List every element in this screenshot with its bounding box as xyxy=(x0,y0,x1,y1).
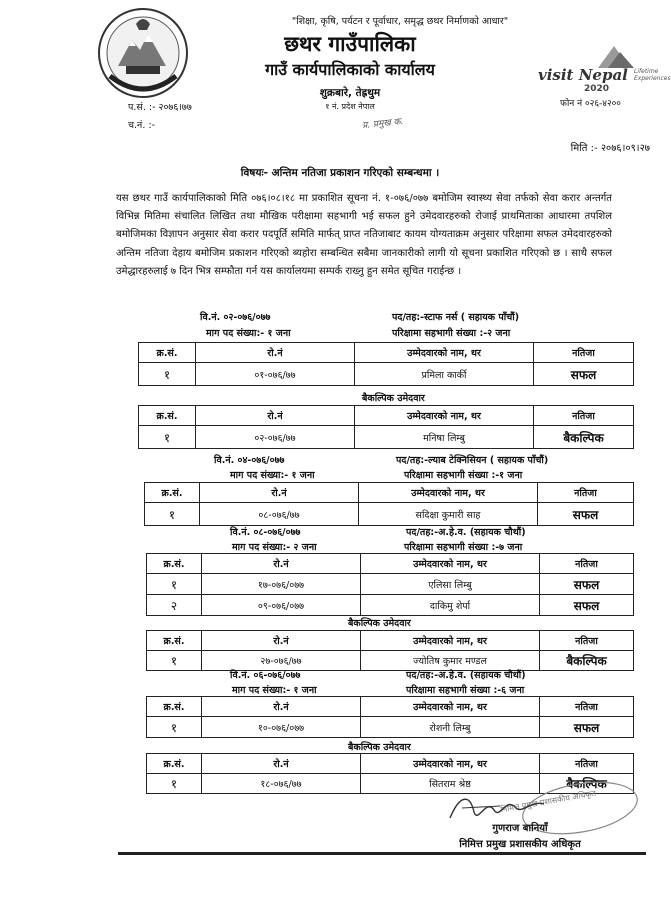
col-roll: रो.नं xyxy=(200,483,359,503)
visit-nepal-text: visit Nepal xyxy=(538,66,628,84)
row-sn: १ xyxy=(147,774,202,794)
table-header-row xyxy=(147,554,634,574)
group4-participants: परिक्षामा सहभागी संख्या :-६ जना xyxy=(406,685,525,696)
row-sn: १ xyxy=(147,574,202,595)
group4-demand: माग पद संख्या:- १ जना xyxy=(232,685,317,696)
group1-alternates-table xyxy=(138,405,634,449)
col-sn: क्र.सं. xyxy=(139,343,196,363)
dispatch-number: च.नं. :- xyxy=(128,120,155,131)
col-roll: रो.नं xyxy=(202,554,361,574)
table-row xyxy=(147,595,634,616)
row-roll: १७-०७६/०७७ xyxy=(202,574,361,595)
col-result: नतिजा xyxy=(540,554,634,574)
table-header-row xyxy=(139,343,634,363)
received-stamp xyxy=(362,110,442,136)
document-subject: विषयः- अन्तिम नतिजा प्रकाशन गरिएको सम्बन्धमा । xyxy=(240,167,440,179)
row-sn: १ xyxy=(147,717,202,738)
row-name: एलिसा लिम्बु xyxy=(361,574,540,595)
row-roll: ०२-०७६/७७ xyxy=(196,426,355,449)
col-result: नतिजा xyxy=(538,483,634,503)
group1-participants: परिक्षामा सहभागी संख्या :-२ जना xyxy=(392,328,511,339)
col-roll: रो.नं xyxy=(202,631,361,651)
visit-nepal-tagline: Lifetime Experiences xyxy=(634,68,671,82)
group1-alternate-label: बैकल्पिक उमेदवार xyxy=(362,393,425,404)
row-result: बैकल्पिक xyxy=(540,651,634,671)
received-stamp-text: प्र. प्रमुख क. xyxy=(361,116,404,132)
table-header-row xyxy=(147,697,634,717)
row-roll: १८-०७६/७७ xyxy=(202,774,361,794)
col-roll: रो.नं xyxy=(202,754,361,774)
row-roll: ०८-०७६/७७ xyxy=(200,503,359,526)
col-name: उम्मेदवारको नाम, थर xyxy=(361,697,540,717)
row-name: दाकिमु शेर्पा xyxy=(361,595,540,616)
group2-participants: परिक्षामा सहभागी संख्या :-१ जना xyxy=(404,470,523,481)
nepal-emblem-icon xyxy=(96,6,190,100)
reference-number: प.सं. :- २०७६।७७ xyxy=(128,102,192,113)
row-name: मनिषा लिम्बु xyxy=(355,426,534,449)
group2-demand: माग पद संख्या:- १ जना xyxy=(230,470,315,481)
col-result: नतिजा xyxy=(534,343,634,363)
office-subtitle: गाउँ कार्यपालिकाको कार्यालय xyxy=(265,60,435,79)
group3-adv-no: वि.नं. ०८-०७६/०७७ xyxy=(230,527,301,538)
row-sn: १ xyxy=(139,426,196,449)
table-header-row xyxy=(145,483,634,503)
table-row xyxy=(147,651,634,671)
group1-adv-no: वि.नं. ०२-०७६/०७७ xyxy=(200,312,271,323)
group4-post: पद/तह:-अ.हे.व. (सहायक चौथौं) xyxy=(406,670,526,681)
col-result: नतिजा xyxy=(540,697,634,717)
table-header-row xyxy=(139,406,634,426)
group3-alternates-table xyxy=(146,630,634,671)
group1-post: पद/तह:-स्टाफ नर्स ( सहायक पाँचौं) xyxy=(392,312,520,323)
signatory-title: निमित्त प्रमुख प्रशासकीय अधिकृत xyxy=(459,839,581,850)
group1-results-table xyxy=(138,342,634,386)
row-result: बैकल्पिक xyxy=(540,774,634,794)
group2-adv-no: वि.नं. ०४-०७६/०७७ xyxy=(214,455,285,466)
row-result: सफल xyxy=(540,595,634,616)
row-sn: २ xyxy=(147,595,202,616)
table-row xyxy=(147,574,634,595)
row-roll: ०९-०७६/०७७ xyxy=(202,595,361,616)
group4-alternate-label: बैकल्पिक उमेदवार xyxy=(348,742,411,753)
group1-demand: माग पद संख्या:- १ जना xyxy=(206,328,291,339)
group3-alternate-label: बैकल्पिक उमेदवार xyxy=(348,618,411,629)
document-date: मिति :- २०७६।०९।२७ xyxy=(570,143,650,154)
group3-results-table xyxy=(146,553,634,616)
group3-demand: माग पद संख्या:- २ जना xyxy=(232,542,317,553)
group2-results-table xyxy=(144,482,634,526)
visit-nepal-year: 2020 xyxy=(584,84,610,94)
office-stamp-text: निमित्त प्रमुख प्रशासकीय अधिकृत xyxy=(499,788,597,815)
office-province: १ नं. प्रदेश नेपाल xyxy=(325,102,375,111)
row-result: बैकल्पिक xyxy=(534,426,634,449)
table-row xyxy=(139,363,634,386)
col-sn: क्र.सं. xyxy=(147,697,202,717)
row-result: सफल xyxy=(540,717,634,738)
group2-post: पद/तह:-ल्याब टेक्निसियन ( सहायक पाँचौं) xyxy=(396,455,549,466)
row-sn: १ xyxy=(147,651,202,671)
table-row xyxy=(139,426,634,449)
row-name: प्रमिला कार्की xyxy=(355,363,534,386)
col-sn: क्र.सं. xyxy=(145,483,200,503)
row-sn: १ xyxy=(139,363,196,386)
office-phone: फोन नं ०२६-४२०० xyxy=(560,99,621,109)
col-result: नतिजा xyxy=(540,631,634,651)
office-slogan: "शिक्षा, कृषि, पर्यटन र पूर्वाधार, समृद्ध छथर निर्माणको आधार" xyxy=(291,16,509,27)
row-result: सफल xyxy=(540,574,634,595)
group4-results-table xyxy=(146,696,634,738)
group3-post: पद/तह:-अ.हे.व. (सहायक चौथौं) xyxy=(406,527,526,538)
col-name: उम्मेदवारको नाम, थर xyxy=(359,483,538,503)
row-name: रोशनी लिम्बु xyxy=(361,717,540,738)
row-roll: १०-०७६/०७७ xyxy=(202,717,361,738)
office-name: छथर गाउँपालिका xyxy=(284,32,416,56)
row-roll: २७-०७६/७७ xyxy=(202,651,361,671)
footer-rule xyxy=(118,852,646,855)
col-name: उम्मेदवारको नाम, थर xyxy=(355,406,534,426)
col-result: नतिजा xyxy=(540,754,634,774)
row-result: सफल xyxy=(534,363,634,386)
col-sn: क्र.सं. xyxy=(139,406,196,426)
row-result: सफल xyxy=(538,503,634,526)
row-name: ज्योतिष कुमार मण्डल xyxy=(361,651,540,671)
table-header-row xyxy=(147,631,634,651)
col-roll: रो.नं xyxy=(196,343,355,363)
table-row xyxy=(147,717,634,738)
col-roll: रो.नं xyxy=(196,406,355,426)
col-sn: क्र.सं. xyxy=(147,754,202,774)
row-name: सदिक्षा कुमारी साह xyxy=(359,503,538,526)
table-row xyxy=(145,503,634,526)
col-roll: रो.नं xyxy=(202,697,361,717)
row-name: सितराम श्रेष्ठ xyxy=(361,774,540,794)
group4-adv-no: वि.नं. ०६-०७६/०७७ xyxy=(230,670,301,681)
visit-nepal-logo xyxy=(538,38,671,98)
signatory-name: गुणराज बानियाँ xyxy=(492,823,548,834)
col-sn: क्र.सं. xyxy=(147,554,202,574)
col-name: उम्मेदवारको नाम, थर xyxy=(361,554,540,574)
col-sn: क्र.सं. xyxy=(147,631,202,651)
col-name: उम्मेदवारको नाम, थर xyxy=(361,631,540,651)
office-location: शुक्रबारे, तेह्रथुम xyxy=(319,87,381,99)
col-result: नतिजा xyxy=(534,406,634,426)
col-name: उम्मेदवारको नाम, थर xyxy=(355,343,534,363)
col-name: उम्मेदवारको नाम, थर xyxy=(361,754,540,774)
table-header-row xyxy=(147,754,634,774)
group3-participants: परिक्षामा सहभागी संख्या :-७ जना xyxy=(404,542,523,553)
row-sn: १ xyxy=(145,503,200,526)
notice-body: यस छथर गाउँ कार्यपालिकाको मिति ०७६।०८।१८ मा प्रकाशित सूचना नं. १-०७६/०७७ बमोजिम स्वास्थ्य सेवा तर्फको सेवा करार अन्तर्गत विभिन्न मितिमा संचालित लिखित तथा मौखिक परीक्षामा सहभागी भई सफल हुने उमेदवारहरुको रोजाई प्राथमिताका आधारमा तपशिल बमोजिमका विज्ञापन अनुसार सेवा करार पदपूर्ति समिति मार्फत् प्राप्त नतिजाबाट कायम योग्यताक्रम अनुसार परिक्षामा सफल उमेदवारहरुको अन्तिम नतिजा देहाय बमोजिम प्रकाशन गरिएको ब्यहोरा सम्बन्धित सबैमा जानकारीको लागी यो सूचना प्रकाशित गरिएको छ । साथै सफल उमेद्धारहरुलाई ७ दिन भित्र सम्फौता गर्न यस कार्यालयमा सम्पर्क राख्नु हुन समेत सूचित गराईन्छ । xyxy=(116,193,612,277)
row-roll: ०१-०७६/७७ xyxy=(196,363,355,386)
